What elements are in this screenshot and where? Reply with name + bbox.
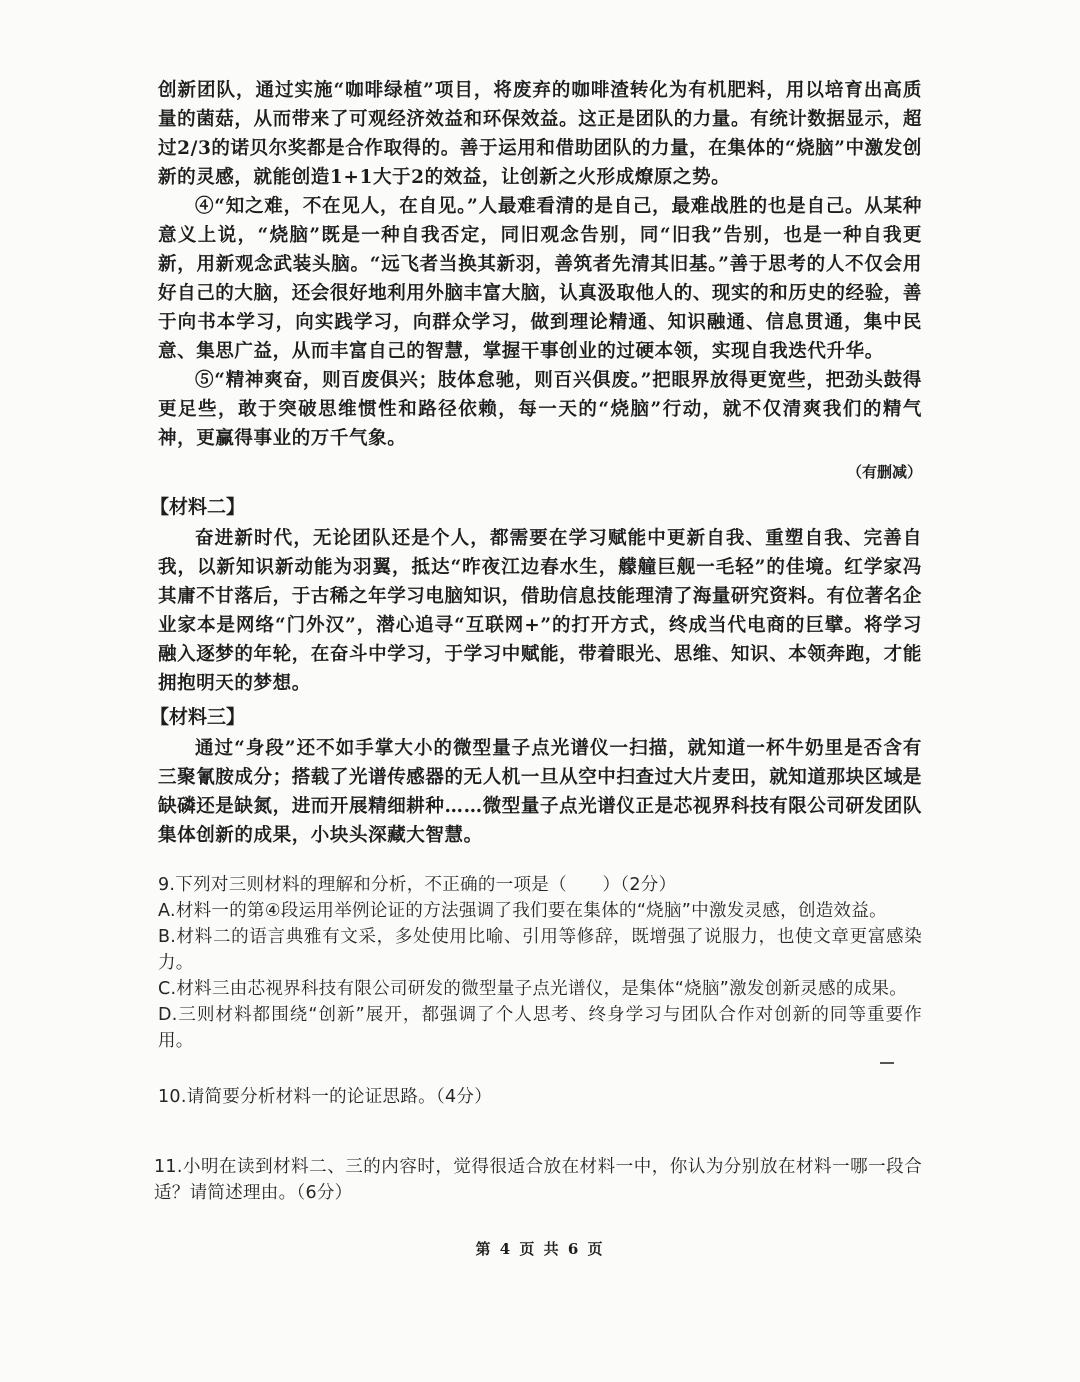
- question-10: [158, 1084, 922, 1110]
- material1-paragraph-5: ⑤“精神爽奋，则百废俱兴；肢体怠驰，则百兴俱废。”把眼界放得更宽些，把劲头鼓得更足些，敢于突破思维惯性和路径依赖，每一天的“烧脑”行动，就不仅清爽我们的精气神，更赢得事业的万千气象。: [158, 370, 922, 449]
- question-11: [154, 1154, 922, 1206]
- question-9-stem: 9.下列对三则材料的理解和分析，不正确的一项是（ ）（2分）: [158, 875, 677, 895]
- question-9: [158, 872, 922, 1054]
- answer-space-10: [158, 1110, 922, 1154]
- page-footer: 第 4 页 共 6 页: [475, 1240, 605, 1258]
- question-9-option-d: D.三则材料都围绕“创新”展开，都强调了个人思考、终身学习与团队合作对创新的同等重要作用。: [158, 1005, 922, 1051]
- material2-text: 奋进新时代，无论团队还是个人，都需要在学习赋能中更新自我、重塑自我、完善自我，以新知识新动能为羽翼，抵达“昨夜江边春水生，艨艟巨舰一毛轻”的佳境。红学家冯其庸不甘落后，于古稀之年学习电脑知识，借助信息技能理清了海量研究资料。有位著名企业家本是网络“门外汉”，潜心追寻“互联网+”的打开方式，终成当代电商的巨擘。将学习融入逐梦的年轮，在奋斗中学习，于学习中赋能，带着眼光、思维、知识、本领奔跑，才能拥抱明天的梦想。: [158, 528, 923, 694]
- exam-page-content: [150, 76, 923, 1206]
- material3-heading: 【材料三】: [150, 706, 246, 728]
- material3-text: 通过“身段”还不如手掌大小的微型量子点光谱仪一扫描，就知道一杯牛奶里是否含有三聚氰胺成分；搭载了光谱传感器的无人机一旦从空中扫查过大片麦田，就知道那块区域是缺磷还是缺氮，进而开展精细耕种……微型量子点光谱仪正是芯视界科技有限公司研发团队集体创新的成果，小块头深藏大智慧。: [158, 738, 923, 846]
- question-9-option-a: A.材料一的第④段运用举例论证的方法强调了我们要在集体的“烧脑”中激发灵感，创造效益。: [158, 901, 887, 921]
- material1-paragraph-continued: 创新团队，通过实施“咖啡绿植”项目，将废弃的咖啡渣转化为有机肥料，用以培育出高质量的菌菇，从而带来了可观经济效益和环保效益。这正是团队的力量。有统计数据显示，超过2/3的诺贝尔奖都是合作取得的。善于运用和借助团队的力量，在集体的“烧脑”中激发创新的灵感，就能创造1+1大于2的效益，让创新之火形成燎原之势。: [158, 80, 923, 188]
- question-11-stem: 11.小明在读到材料二、三的内容时，觉得很适合放在材料一中，你认为分别放在材料一哪一段合适？请简述理由。（6分）: [154, 1157, 922, 1203]
- question-9-option-b: B.材料二的语言典雅有文采，多处使用比喻、引用等修辞，既增强了说服力，也使文章更富感染力。: [158, 927, 922, 973]
- material1-paragraph-4: ④“知之难，不在见人，在自见。”人最难看清的是自己，最难战胜的也是自己。从某种意义上说，“烧脑”既是一种自我否定，同旧观念告别，同“旧我”告别，也是一种自我更新，用新观念武装头脑。“远飞者当换其新羽，善筑者先清其旧基。”善于思考的人不仅会用好自己的大脑，还会很好地利用外脑丰富大脑，认真汲取他人的、现实的和历史的经验，善于向书本学习，向实践学习，向群众学习，做到理论精通、知识融通、信息贯通，集中民意、集思广益，从而丰富自己的智慧，掌握干事创业的过硬本领，实现自我迭代升华。: [158, 196, 923, 362]
- material2-heading: 【材料二】: [150, 496, 246, 518]
- question-10-stem: 10.请简要分析材料一的论证思路。（4分）: [158, 1087, 493, 1107]
- question-9-option-c: C.材料三由芯视界科技有限公司研发的微型量子点光谱仪，是集体“烧脑”激发创新灵感的成果。: [158, 979, 908, 999]
- source-note: （有删减）: [846, 463, 922, 481]
- stray-mark: [880, 1062, 894, 1064]
